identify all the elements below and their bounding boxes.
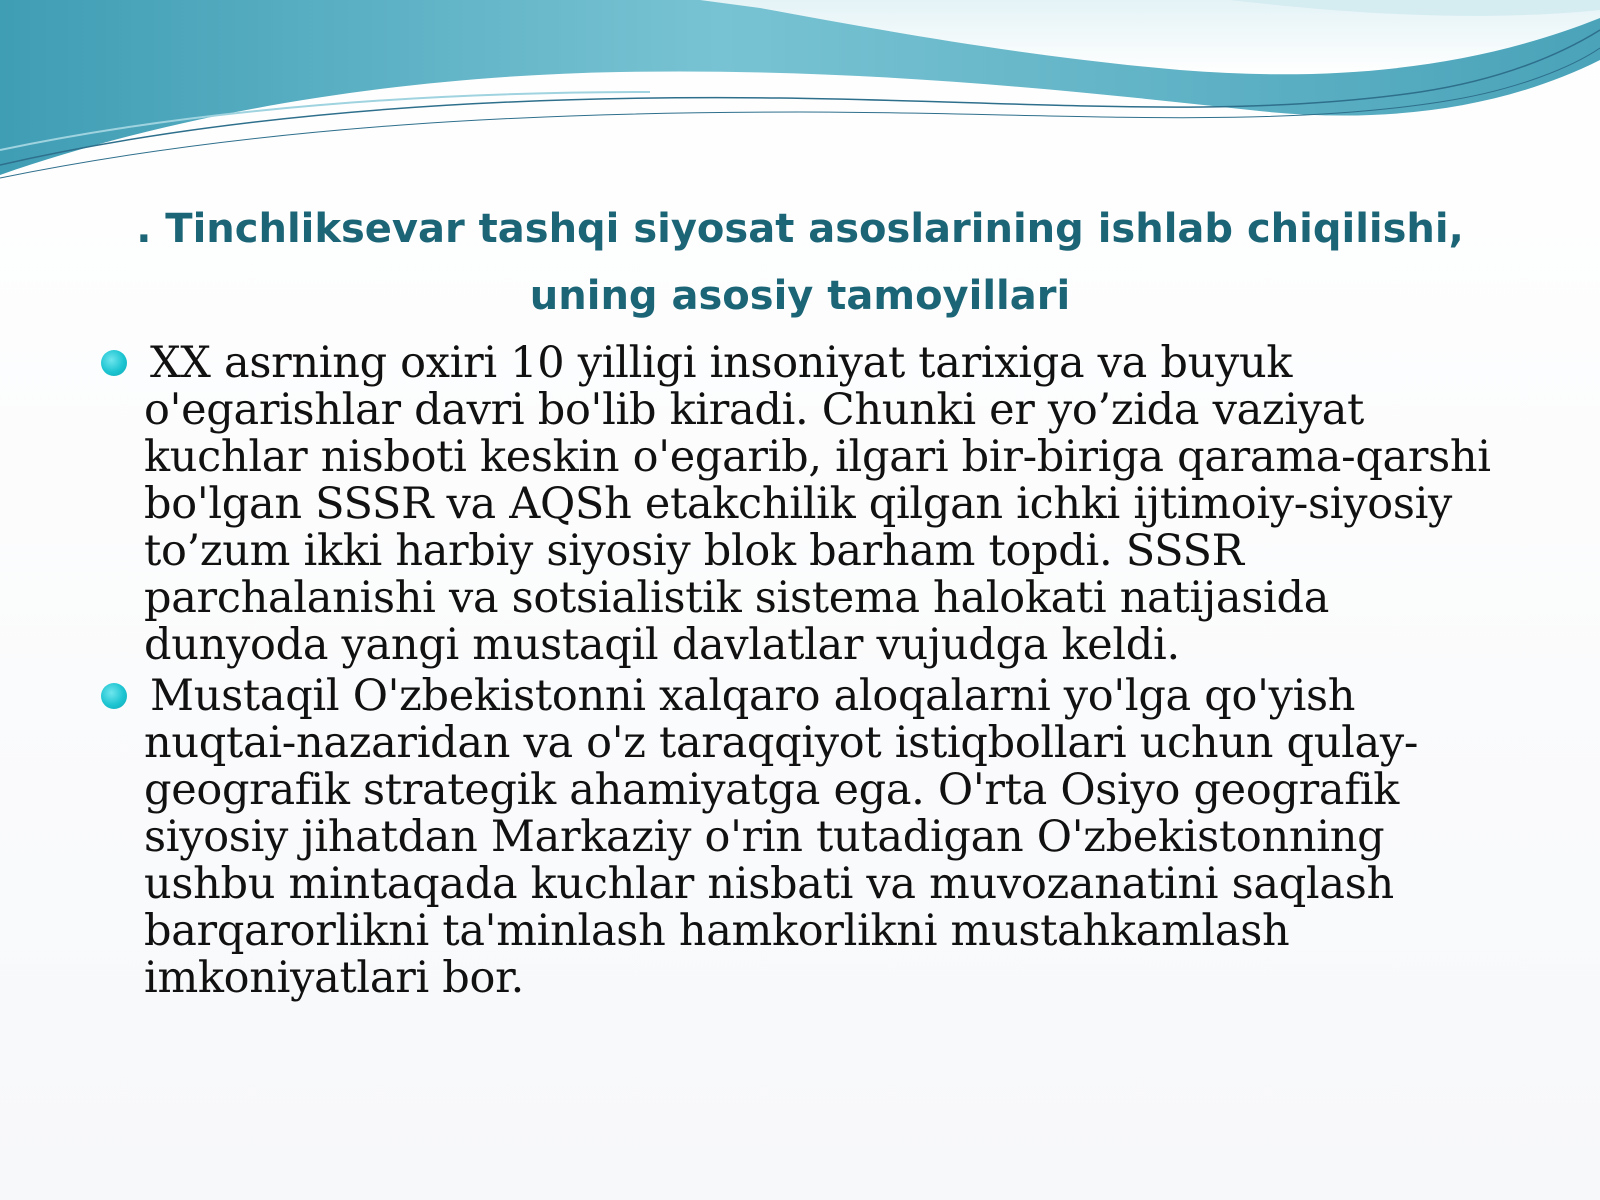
header-wave-decoration bbox=[0, 0, 1600, 200]
bullet-list bbox=[0, 340, 1600, 1006]
bullet-text: XX asrning oxiri 10 yilligi insoniyat tarixiga va buyuk o'egarishlar davri bo'lib kiradi. Chunki er yo’zida vaziyat kuchlar nisboti keskin o'egarib, ilgari bir-biriga qarama-qarshi bo'lgan SSSR va AQSh etakchilik qilgan ichki ijtimoiy-siyosiy to’zum ikki harbiy siyosiy blok barham topdi. SSSR parchalanishi va sotsialistik sistema halokati natijasida dunyoda yangi mustaqil davlatlar vujudga keldi. bbox=[144, 338, 1491, 670]
bullet-dot-icon bbox=[101, 350, 127, 376]
bullet-dot-icon bbox=[101, 683, 127, 709]
slide-title: . Tinchliksevar tashqi siyosat asoslarining ishlab chiqilishi, uning asosiy tamoyillari bbox=[136, 206, 1464, 319]
bullet-item bbox=[0, 673, 1600, 1002]
bullet-text: Mustaqil O'zbekistonni xalqaro aloqalarni yo'lga qo'yish nuqtai-nazaridan va o'z taraqqiyot istiqbollari uchun qulay-geografik strategik ahamiyatga ega. O'rta Osiyo geografik siyosiy jihatdan Markaziy o'rin tutadigan O'zbekistonning ushbu mintaqada kuchlar nisbati va muvozanatini saqlash barqarorlikni ta'minlash hamkorlikni mustahkamlash imkoniyatlari bor. bbox=[144, 671, 1419, 1003]
bullet-item bbox=[0, 340, 1600, 669]
